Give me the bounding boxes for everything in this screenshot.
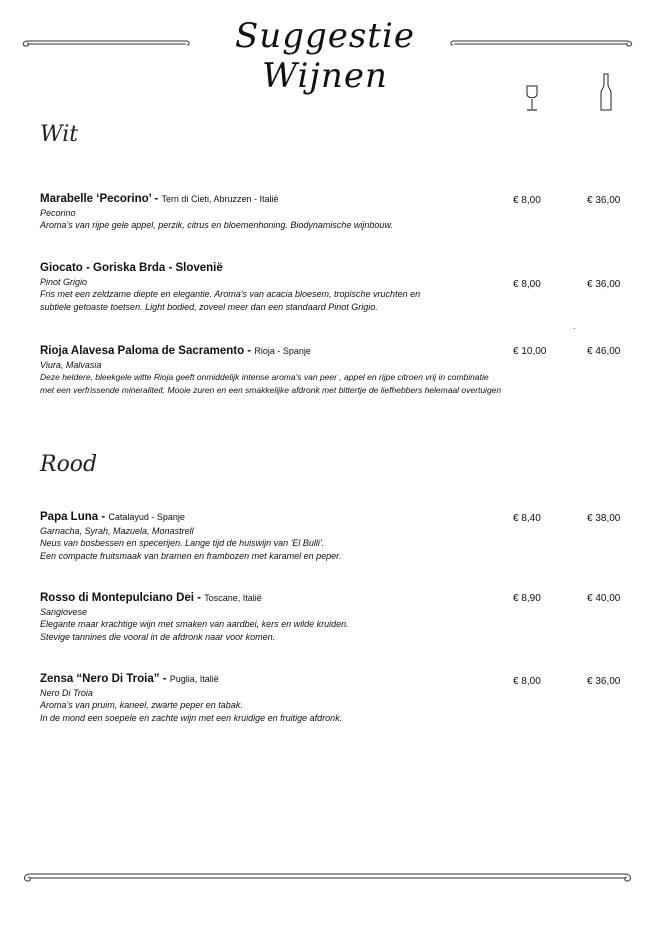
wine-item: [40, 672, 510, 725]
wine-description: Elegante maar krachtige wijn met smaken van aardbei, kers en wilde kruiden.: [40, 619, 349, 629]
price-bottle: € 40,00: [587, 593, 621, 604]
wine-grapes: Garnacha, Syrah, Mazuela, Monastrell: [40, 526, 194, 536]
wine-description: Aroma's van pruim, kaneel, zwarte peper en tabak.: [40, 700, 243, 710]
wine-item: [40, 591, 510, 644]
price-glass: € 10,00: [513, 346, 547, 357]
price-glass: € 8,40: [513, 513, 541, 524]
header-ornament-right: [450, 36, 635, 50]
wine-bottle-icon: [598, 73, 614, 113]
wine-grapes: Sangiovese: [40, 607, 88, 617]
price-bottle: € 36,00: [587, 676, 621, 687]
wine-glass-icon: [524, 84, 540, 114]
stray-mark: -: [573, 324, 576, 333]
wine-name: Marabelle ‘Pecorino’ -: [40, 193, 159, 205]
wine-description: Deze heldere, bleekgele witte Rioja geeft onmiddelijk intense aroma's van peer , appel en rijpe citroen vrij in combinatie: [40, 372, 489, 382]
page-title: Suggestie Wijnen: [235, 16, 415, 96]
wine-name: Papa Luna -: [40, 511, 106, 523]
section-title-wit: Wit: [40, 122, 79, 147]
wine-origin: Rioja - Spanje: [254, 346, 311, 356]
wine-origin: Puglia, Italië: [169, 674, 219, 684]
wine-item: [40, 510, 510, 563]
wine-description: Fris met een zeldzame diepte en elegantie. Aroma's van acacia bloesem, tropische vruchten en: [40, 289, 421, 299]
price-glass: € 8,00: [513, 279, 541, 290]
wine-description: subtiele getoaste toetsen. Light bodied, zoveel meer dan een standaard Pinot Grigio.: [40, 302, 378, 312]
wine-name: Rioja Alavesa Paloma de Sacramento -: [40, 345, 252, 357]
header-ornament-left: [20, 36, 190, 50]
wine-description: In de mond een soepele en zachte wijn met een kruidige en fruitige afdronk.: [40, 713, 343, 723]
wine-item: [40, 261, 510, 314]
wine-item: [40, 192, 510, 232]
wine-description: Stevige tannines die vooral in de afdronk naar voor komen.: [40, 632, 276, 642]
wine-grapes: Viura, Malvasia: [40, 360, 102, 370]
wine-description: Neus van bosbessen en specerijen. Lange tijd de huiswijn van 'El Bulli'.: [40, 538, 325, 548]
price-glass: € 8,90: [513, 593, 541, 604]
wine-name: Giocato - Goriska Brda - Slovenië: [40, 262, 223, 274]
wine-origin: Catalayud - Spanje: [108, 512, 185, 522]
wine-grapes: Pinot Grigio: [40, 277, 88, 287]
price-glass: € 8,00: [513, 676, 541, 687]
price-glass: € 8,00: [513, 195, 541, 206]
price-bottle: € 36,00: [587, 195, 621, 206]
wine-description: Aroma's van rijpe gele appel, perzik, citrus en bloemenhoning. Biodynamische wijnbouw.: [40, 220, 393, 230]
price-bottle: € 36,00: [587, 279, 621, 290]
wine-origin: Terri di Cieti, Abruzzen - Italië: [161, 194, 279, 204]
price-bottle: € 46,00: [587, 346, 621, 357]
wine-name: Zensa “Nero Di Troia” -: [40, 673, 167, 685]
wine-grapes: Pecorino: [40, 208, 76, 218]
wine-origin: Toscane, Italië: [204, 593, 262, 603]
wine-item: [40, 344, 540, 397]
wine-description: met een verfrissende mineraliteit. Mooie zuren en een smakkelijke afdronk met bittertje de liefhebbers helemaal overtuigen: [40, 385, 502, 395]
wine-grapes: Nero Di Troia: [40, 688, 93, 698]
footer-ornament: [20, 868, 635, 886]
section-title-rood: Rood: [40, 452, 98, 477]
price-bottle: € 38,00: [587, 513, 621, 524]
wine-name: Rosso di Montepulciano Dei -: [40, 592, 202, 604]
wine-description: Een compacte fruitsmaak van bramen en frambozen met karamel en peper.: [40, 551, 342, 561]
